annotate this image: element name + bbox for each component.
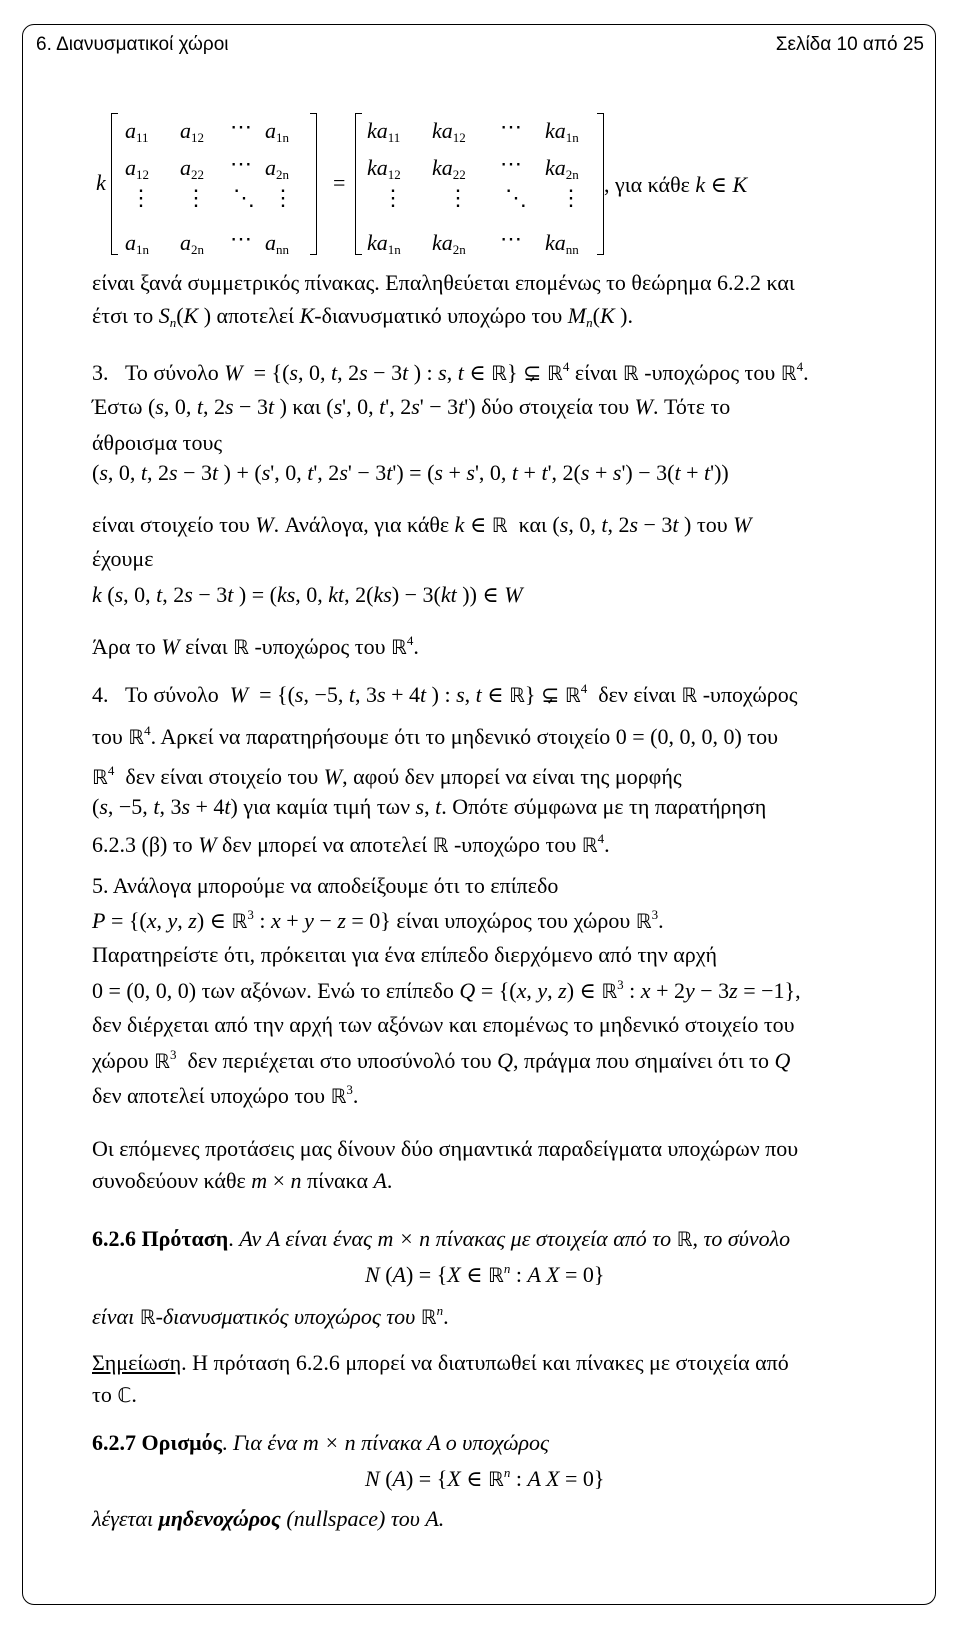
matrix-cell: $ka_{11}$ — [367, 118, 401, 145]
example-5-line: δεν διέρχεται από την αρχή των αξόνων και επομένως το μηδενικό στοιχείο του — [92, 1012, 795, 1037]
matrix-cell: $ka_{nn}$ — [545, 230, 579, 257]
matrix-cell: $a_{12}$ — [125, 155, 149, 182]
paragraph-line: είναι ξανά συμμετρικός πίνακας. Επαληθεύεται επομένως το θεώρημα 6.2.2 και — [92, 270, 795, 295]
matrix-cell: $a_{2n}$ — [265, 155, 289, 182]
proposition-title: 6.2.6 Πρόταση — [92, 1226, 229, 1251]
matrix-cell: $a_{nn}$ — [265, 230, 289, 257]
example-4-line: (s, −5, t, 3s + 4t) για καμία τιμή των s, t. Οπότε σύμφωνα με τη παρατήρηση — [92, 794, 767, 819]
example-5-line: Παρατηρείστε ότι, πρόκειται για ένα επίπεδο διερχόμενο από την αρχή — [92, 942, 718, 967]
note-line: το ℂ. — [92, 1382, 137, 1407]
matrix-cell: $ka_{22}$ — [432, 155, 466, 182]
right-bracket — [310, 113, 317, 255]
example-5-line: 0 = (0, 0, 0) των αξόνων. Ενώ το επίπεδο Q = {(x, y, z) ∈ ℝ$^3$ : x + 2y − 3z = −1}, — [92, 977, 801, 1003]
matrix-cell: ⋯ — [500, 151, 522, 176]
matrix-cell: ⋱ — [505, 185, 527, 210]
example-4-line: του ℝ$^4$. Αρκεί να παρατηρήσουμε ότι το μηδενικό στοιχείο 0 = (0, 0, 0, 0) του — [92, 723, 779, 749]
chapter-title: 6. Διανυσματικοί χώροι — [36, 34, 229, 55]
matrix-cell: $a_{1n}$ — [265, 118, 289, 145]
paragraph-line: συνοδεύουν κάθε m × n πίνακα A. — [92, 1168, 393, 1193]
matrix-suffix: , για κάθε k ∈ K — [604, 172, 748, 197]
matrix-cell: ⋯ — [230, 151, 252, 176]
matrix-cell: ⋯ — [230, 114, 252, 139]
matrix-cell: $ka_{1n}$ — [545, 118, 579, 145]
proposition-formula: N (A) = {X ∈ ℝ$^n$ : A X = 0} — [365, 1261, 605, 1287]
example-3-line: άθροισμα τους — [92, 430, 223, 455]
matrix-cell: $ka_{12}$ — [367, 155, 401, 182]
example-3-line: Έστω (s, 0, t, 2s − 3t ) και (s', 0, t', 2s' − 3t') δύο στοιχεία του W. Τότε το — [92, 394, 731, 419]
right-bracket — [597, 113, 604, 255]
matrix-cell: ⋮ — [272, 185, 294, 210]
example-3-line: (s, 0, t, 2s − 3t ) + (s', 0, t', 2s' − 3t') = (s + s', 0, t + t', 2(s + s') − 3(t + t')) — [92, 460, 729, 485]
matrix-cell: $ka_{12}$ — [432, 118, 466, 145]
example-3-line: έχουμε — [92, 546, 154, 571]
matrix-cell: ⋮ — [185, 185, 207, 210]
definition-title: 6.2.7 Ορισμός — [92, 1430, 222, 1455]
example-3-line: είναι στοιχείο του W. Ανάλογα, για κάθε k ∈ ℝ και (s, 0, t, 2s − 3t ) του W — [92, 512, 752, 537]
matrix-cell: ⋯ — [230, 226, 252, 251]
matrix-cell: ⋯ — [500, 114, 522, 139]
definition-formula: N (A) = {X ∈ ℝ$^n$ : A X = 0} — [365, 1465, 605, 1491]
matrix-cell: $a_{2n}$ — [180, 230, 204, 257]
proposition-line: 6.2.6 Πρόταση. Αν A είναι ένας m × n πίνακας με στοιχεία από το ℝ, το σύνολο — [92, 1226, 791, 1251]
matrix-cell: $ka_{1n}$ — [367, 230, 401, 257]
example-4-line: 6.2.3 (β) το W δεν μπορεί να αποτελεί ℝ -υποχώρο του ℝ$^4$. — [92, 831, 610, 857]
definition-line: λέγεται μηδενοχώρος (nullspace) του A. — [92, 1506, 445, 1531]
matrix-cell: $a_{22}$ — [180, 155, 204, 182]
example-3-line: 3. Το σύνολο W = {(s, 0, t, 2s − 3t ) : s, t ∈ ℝ} ⊊ ℝ$^4$ είναι ℝ -υποχώρος του ℝ$^4$. — [92, 359, 809, 385]
example-5-line: 5. Ανάλογα μπορούμε να αποδείξουμε ότι το επίπεδο — [92, 873, 559, 898]
equals-sign: = — [333, 170, 346, 195]
example-4-line: ℝ$^4$ δεν είναι στοιχείο του W, αφού δεν μπορεί να είναι της μορφής — [92, 763, 682, 789]
matrix-cell: $ka_{2n}$ — [545, 155, 579, 182]
matrix-cell: ⋮ — [447, 185, 469, 210]
matrix-cell: $a_{1n}$ — [125, 230, 149, 257]
matrix-cell: $ka_{2n}$ — [432, 230, 466, 257]
example-3-line: Άρα το W είναι ℝ -υποχώρος του ℝ$^4$. — [92, 633, 419, 659]
matrix-cell: $a_{11}$ — [125, 118, 149, 145]
matrix-cell: ⋮ — [130, 185, 152, 210]
left-bracket — [355, 113, 362, 255]
matrix-cell: $a_{12}$ — [180, 118, 204, 145]
note-title: Σημείωση — [92, 1350, 182, 1375]
matrix-cell: ⋯ — [500, 226, 522, 251]
example-5-line: δεν αποτελεί υποχώρο του ℝ$^3$. — [92, 1082, 359, 1108]
scalar-k: k — [96, 170, 106, 195]
example-3-line: k (s, 0, t, 2s − 3t ) = (ks, 0, kt, 2(ks) − 3(kt )) ∈ W — [92, 582, 523, 607]
page-number: Σελίδα 10 από 25 — [775, 34, 924, 55]
matrix-cell: ⋱ — [233, 185, 255, 210]
matrix-cell: ⋮ — [560, 185, 582, 210]
matrix-cell: ⋮ — [382, 185, 404, 210]
example-4-line: 4. Το σύνολο W = {(s, −5, t, 3s + 4t ) : s, t ∈ ℝ} ⊊ ℝ$^4$ δεν είναι ℝ -υποχώρος — [92, 681, 798, 707]
paragraph-line: έτσι το $S_n(K$ ) αποτελεί K-διανυσματικό υποχώρο του $M_n(K$ ). — [92, 303, 633, 330]
left-bracket — [111, 113, 118, 255]
paragraph-line: Οι επόμενες προτάσεις μας δίνουν δύο σημαντικά παραδείγματα υποχώρων που — [92, 1136, 799, 1161]
definition-line: 6.2.7 Ορισμός. Για ένα m × n πίνακα A ο υποχώρος — [92, 1430, 549, 1455]
example-5-line: P = {(x, y, z) ∈ ℝ$^3$ : x + y − z = 0} είναι υποχώρος του χώρου ℝ$^3$. — [92, 907, 664, 933]
proposition-line: είναι ℝ-διανυσματικός υποχώρος του ℝ$^n$. — [92, 1303, 449, 1329]
note-line: Σημείωση. Η πρόταση 6.2.6 μπορεί να διατυπωθεί και πίνακες με στοιχεία από — [92, 1350, 789, 1375]
example-5-line: χώρου ℝ$^3$ δεν περιέχεται στο υποσύνολό του Q, πράγμα που σημαίνει ότι το Q — [92, 1047, 791, 1073]
page-header — [36, 34, 924, 56]
